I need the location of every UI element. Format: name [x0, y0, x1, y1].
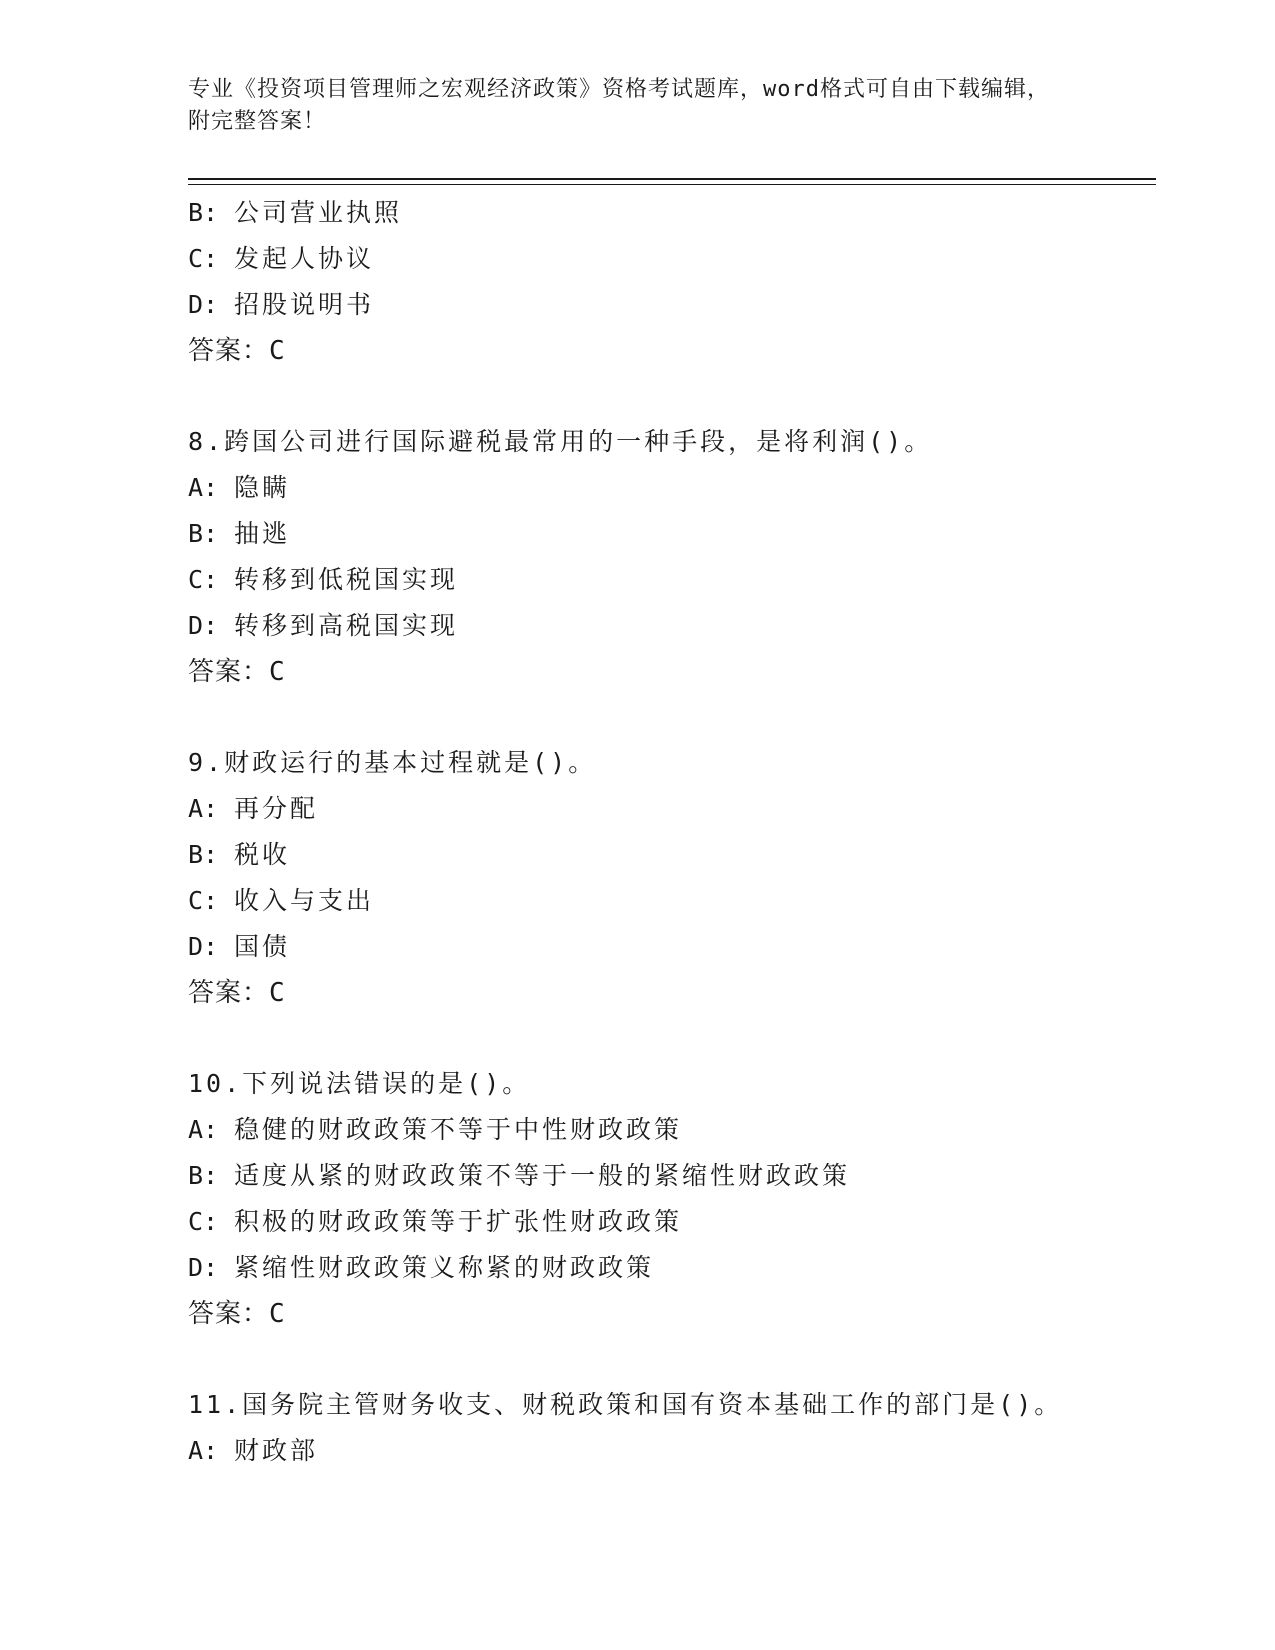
option-a: A: 财政部 — [188, 1436, 319, 1465]
answer: 答案：C — [188, 1299, 286, 1329]
answer: 答案：C — [188, 978, 286, 1008]
question-stem: 10.下列说法错误的是()。 — [188, 1069, 531, 1098]
question-stem: 9.财政运行的基本过程就是()。 — [188, 748, 597, 777]
option-b: B: 抽逃 — [188, 519, 291, 548]
option-a: A: 再分配 — [188, 794, 319, 823]
question-11 — [188, 1382, 1148, 1474]
document-header: 专业《投资项目管理师之宏观经济政策》资格考试题库，word格式可自由下载编辑，附完整答案！ — [188, 77, 1050, 134]
question-9 — [188, 740, 1148, 1016]
option-b: B: 适度从紧的财政政策不等于一般的紧缩性财政政策 — [188, 1161, 851, 1190]
question-8 — [188, 419, 1148, 695]
option-d: D: 国债 — [188, 932, 291, 961]
option-d: D: 紧缩性财政政策义称紧的财政政策 — [188, 1253, 655, 1282]
question-7 — [188, 190, 1148, 374]
option-d: D: 招股说明书 — [188, 290, 375, 319]
option-b: B: 税收 — [188, 840, 291, 869]
answer: 答案：C — [188, 336, 286, 366]
question-list — [188, 190, 1148, 1474]
question-10 — [188, 1061, 1148, 1337]
option-b: B: 公司营业执照 — [188, 198, 403, 227]
option-a: A: 稳健的财政政策不等于中性财政政策 — [188, 1115, 683, 1144]
answer: 答案：C — [188, 657, 286, 687]
option-c: C: 收入与支出 — [188, 886, 375, 915]
header-rule-thin — [188, 184, 1156, 185]
option-c: C: 发起人协议 — [188, 244, 375, 273]
option-c: C: 转移到低税国实现 — [188, 565, 459, 594]
header-rule-thick — [188, 178, 1156, 180]
option-a: A: 隐瞒 — [188, 473, 291, 502]
option-d: D: 转移到高税国实现 — [188, 611, 459, 640]
option-c: C: 积极的财政政策等于扩张性财政政策 — [188, 1207, 683, 1236]
question-stem: 8.跨国公司进行国际避税最常用的一种手段，是将利润()。 — [188, 427, 933, 456]
question-stem: 11.国务院主管财务收支、财税政策和国有资本基础工作的部门是()。 — [188, 1390, 1063, 1419]
